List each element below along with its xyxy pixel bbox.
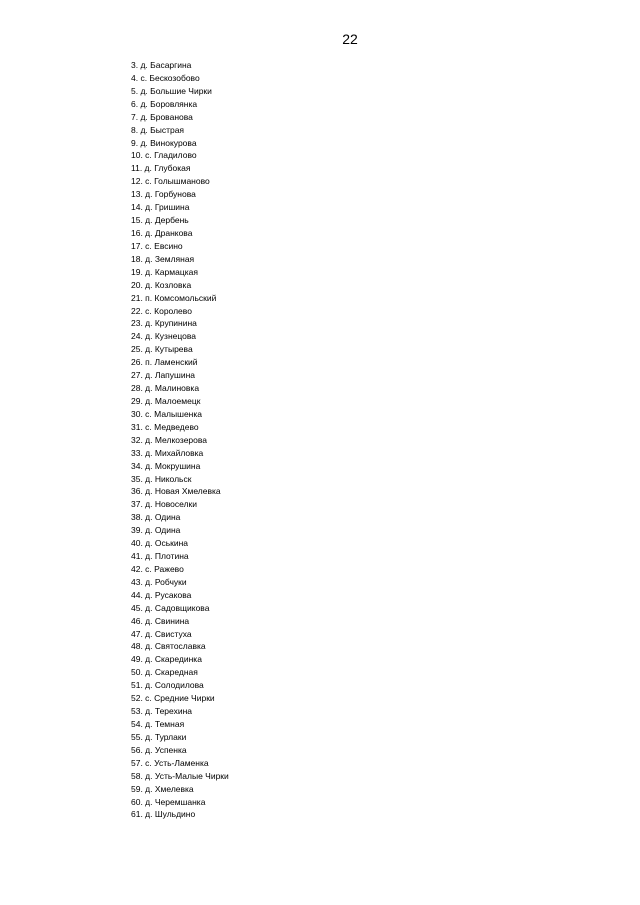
settlement-item: 24. д. Кузнецова bbox=[131, 331, 197, 342]
settlement-item: 51. д. Солодилова bbox=[131, 680, 204, 691]
settlement-item: 25. д. Кутырева bbox=[131, 344, 193, 355]
settlement-item: 15. д. Дербень bbox=[131, 215, 189, 226]
settlement-item: 12. с. Голышманово bbox=[131, 176, 210, 187]
settlement-item: 6. д. Боровлянка bbox=[131, 98, 198, 109]
settlement-item: 33. д. Михайловка bbox=[131, 447, 204, 458]
settlement-item: 38. д. Одина bbox=[131, 512, 181, 523]
settlement-item: 53. д. Терехина bbox=[131, 706, 192, 717]
settlement-item: 55. д. Турлаки bbox=[131, 731, 187, 742]
settlement-item: 35. д. Никольск bbox=[131, 473, 192, 484]
settlement-item: 23. д. Крупинина bbox=[131, 318, 197, 329]
settlement-item: 14. д. Гришина bbox=[131, 202, 190, 213]
settlement-item: 40. д. Оськина bbox=[131, 538, 189, 549]
settlement-item: 56. д. Успенка bbox=[131, 744, 187, 755]
settlement-item: 30. с. Малышенка bbox=[131, 408, 202, 419]
settlement-item: 27. д. Лапушина bbox=[131, 370, 196, 381]
settlement-item: 42. с. Ражево bbox=[131, 563, 184, 574]
settlement-item: 20. д. Козловка bbox=[131, 279, 192, 290]
settlement-item: 31. с. Медведево bbox=[131, 421, 199, 432]
settlement-item: 13. д. Горбунова bbox=[131, 189, 196, 200]
settlement-item: 5. д. Большие Чирки bbox=[131, 85, 212, 96]
settlement-item: 17. с. Евсино bbox=[131, 240, 183, 251]
settlement-item: 32. д. Мелкозерова bbox=[131, 434, 208, 445]
settlement-item: 7. д. Брованова bbox=[131, 111, 193, 122]
settlement-item: 34. д. Мокрушина bbox=[131, 460, 201, 471]
settlement-item: 4. с. Бескозобово bbox=[131, 72, 200, 83]
settlement-item: 41. д. Плотина bbox=[131, 551, 189, 562]
settlement-item: 3. д. Басаргина bbox=[131, 60, 192, 70]
settlement-item: 50. д. Скаредная bbox=[131, 667, 198, 678]
settlement-item: 43. д. Робчуки bbox=[131, 576, 187, 587]
settlement-item: 61. д. Шульдино bbox=[131, 809, 196, 820]
settlement-item: 16. д. Дранкова bbox=[131, 227, 193, 238]
settlement-item: 21. п. Комсомольский bbox=[131, 292, 217, 303]
settlement-item: 8. д. Быстрая bbox=[131, 124, 185, 135]
settlement-item: 18. д. Земляная bbox=[131, 253, 195, 264]
settlement-item: 44. д. Русакова bbox=[131, 589, 192, 600]
settlement-item: 47. д. Свистуха bbox=[131, 628, 192, 639]
settlement-item: 9. д. Винокурова bbox=[131, 137, 197, 148]
settlement-item: 58. д. Усть-Малые Чирки bbox=[131, 770, 229, 781]
settlement-item: 26. п. Ламенский bbox=[131, 357, 198, 368]
settlement-item: 28. д. Малиновка bbox=[131, 383, 200, 394]
settlement-item: 19. д. Кармацкая bbox=[131, 266, 198, 277]
settlement-item: 39. д. Одина bbox=[131, 525, 181, 536]
settlement-list bbox=[131, 59, 229, 821]
settlement-item: 11. д. Глубокая bbox=[131, 163, 191, 174]
page-number: 22 bbox=[342, 31, 358, 47]
settlement-item: 36. д. Новая Хмелевка bbox=[131, 486, 221, 497]
settlement-item: 57. с. Усть-Ламенка bbox=[131, 757, 209, 768]
settlement-item: 52. с. Средние Чирки bbox=[131, 693, 215, 704]
settlement-item: 59. д. Хмелевка bbox=[131, 783, 194, 794]
settlement-item: 60. д. Черемшанка bbox=[131, 796, 206, 807]
settlement-item: 46. д. Свинина bbox=[131, 615, 190, 626]
settlement-item: 10. с. Гладилово bbox=[131, 150, 197, 161]
settlement-item: 49. д. Скарединка bbox=[131, 654, 202, 665]
settlement-item: 37. д. Новоселки bbox=[131, 499, 197, 510]
settlement-item: 29. д. Малоемецк bbox=[131, 395, 201, 406]
settlement-item: 48. д. Святославка bbox=[131, 641, 206, 652]
settlement-item: 22. с. Королево bbox=[131, 305, 192, 316]
settlement-item: 54. д. Темная bbox=[131, 719, 185, 730]
settlement-item: 45. д. Садовщикова bbox=[131, 602, 210, 613]
